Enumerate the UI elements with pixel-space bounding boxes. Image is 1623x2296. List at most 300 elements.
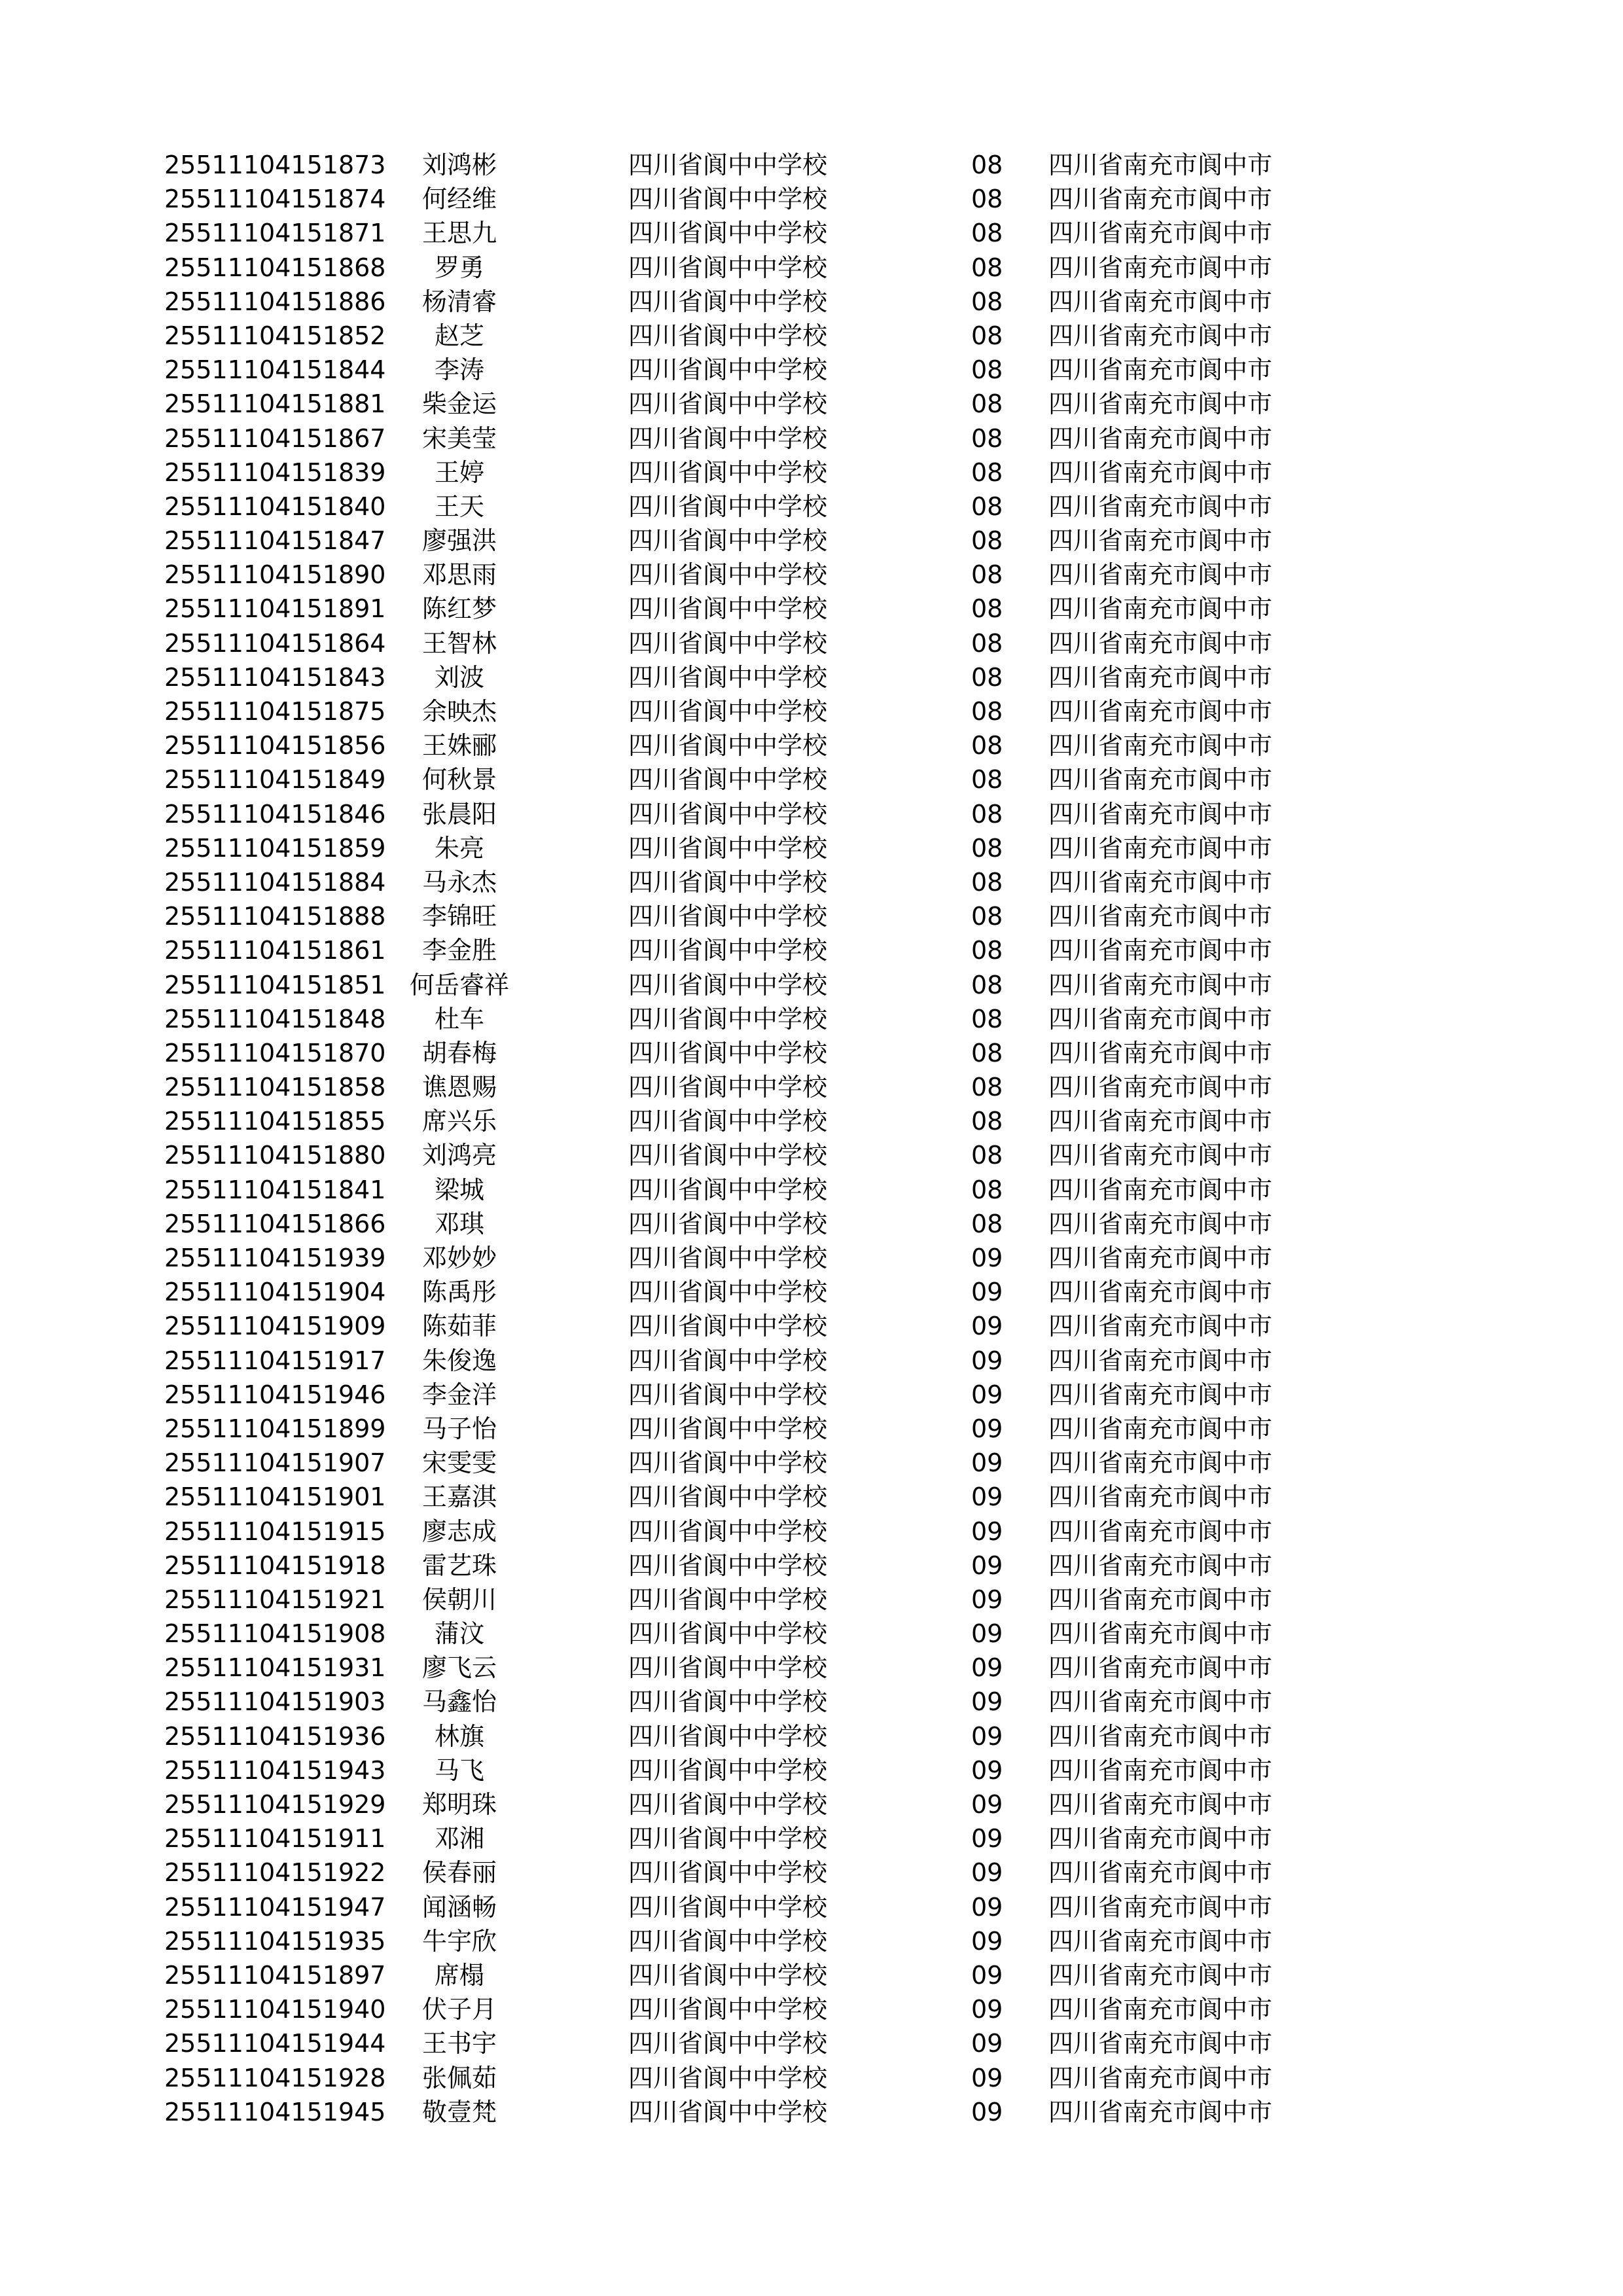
region-cell: 四川省南充市阆中市 (1048, 1346, 1273, 1375)
school-cell: 四川省阆中中学校 (628, 765, 828, 795)
exam-id-cell: 25511104151864 (164, 628, 386, 658)
exam-id-cell: 25511104151922 (164, 1858, 386, 1888)
class-number-cell: 09 (971, 1892, 1003, 1922)
exam-id-cell: 25511104151880 (164, 1141, 386, 1170)
class-number-cell: 08 (971, 936, 1003, 965)
exam-id-cell: 25511104151852 (164, 321, 386, 350)
exam-id-cell: 25511104151859 (164, 833, 386, 863)
student-name-cell: 陈茹菲 (421, 1312, 497, 1341)
school-cell: 四川省阆中中学校 (628, 2097, 828, 2126)
region-cell: 四川省南充市阆中市 (1048, 253, 1273, 282)
school-cell: 四川省阆中中学校 (628, 1926, 828, 1956)
student-name-cell: 陈禹彤 (421, 1278, 497, 1307)
table-row (0, 1207, 1623, 1241)
school-cell: 四川省阆中中学校 (628, 355, 828, 385)
student-name-cell: 林旗 (434, 1721, 484, 1751)
region-cell: 四川省南充市阆中市 (1048, 1960, 1273, 1990)
class-number-cell: 09 (971, 1721, 1003, 1751)
region-cell: 四川省南充市阆中市 (1048, 936, 1273, 965)
school-cell: 四川省阆中中学校 (628, 389, 828, 419)
school-cell: 四川省阆中中学校 (628, 1721, 828, 1751)
student-name-cell: 何岳睿祥 (409, 970, 509, 999)
table-row (0, 1753, 1623, 1787)
student-name-cell: 邓妙妙 (421, 1244, 497, 1272)
school-cell: 四川省阆中中学校 (628, 594, 828, 624)
student-name-cell: 廖志成 (421, 1516, 497, 1546)
class-number-cell: 09 (971, 1687, 1003, 1717)
class-number-cell: 08 (971, 457, 1003, 487)
school-cell: 四川省阆中中学校 (628, 662, 828, 692)
student-name-cell: 侯春丽 (421, 1858, 497, 1888)
table-row (0, 626, 1623, 660)
school-cell: 四川省阆中中学校 (628, 902, 828, 931)
region-cell: 四川省南充市阆中市 (1048, 1755, 1273, 1785)
table-row (0, 1515, 1623, 1549)
exam-id-cell: 25511104151839 (164, 457, 386, 487)
exam-id-cell: 25511104151855 (164, 1107, 386, 1136)
exam-id-cell: 25511104151866 (164, 1209, 386, 1238)
exam-id-cell: 25511104151918 (164, 1551, 386, 1580)
class-number-cell: 08 (971, 1209, 1003, 1238)
class-number-cell: 08 (971, 185, 1003, 214)
class-number-cell: 09 (971, 2029, 1003, 2058)
table-row (0, 524, 1623, 558)
region-cell: 四川省南充市阆中市 (1048, 1858, 1273, 1888)
region-cell: 四川省南充市阆中市 (1048, 902, 1273, 931)
school-cell: 四川省阆中中学校 (628, 219, 828, 248)
student-name-cell: 朱俊逸 (421, 1346, 497, 1375)
table-row (0, 1070, 1623, 1104)
student-name-cell: 邓琪 (434, 1209, 484, 1238)
class-number-cell: 08 (971, 253, 1003, 282)
school-cell: 四川省阆中中学校 (628, 1107, 828, 1136)
student-name-cell: 朱亮 (434, 833, 484, 863)
school-cell: 四川省阆中中学校 (628, 492, 828, 521)
region-cell: 四川省南充市阆中市 (1048, 765, 1273, 795)
school-cell: 四川省阆中中学校 (628, 1346, 828, 1375)
class-number-cell: 08 (971, 389, 1003, 419)
student-name-cell: 王天 (434, 492, 484, 521)
class-number-cell: 08 (971, 867, 1003, 897)
exam-id-cell: 25511104151841 (164, 1175, 386, 1204)
exam-id-cell: 25511104151909 (164, 1312, 386, 1341)
table-row (0, 728, 1623, 762)
table-row (0, 1651, 1623, 1685)
exam-id-cell: 25511104151868 (164, 253, 386, 282)
student-name-cell: 蒲汶 (434, 1619, 484, 1649)
table-row (0, 1036, 1623, 1070)
exam-id-cell: 25511104151851 (164, 970, 386, 999)
class-number-cell: 08 (971, 765, 1003, 795)
student-name-cell: 侯朝川 (421, 1585, 497, 1614)
school-cell: 四川省阆中中学校 (628, 253, 828, 282)
region-cell: 四川省南充市阆中市 (1048, 560, 1273, 590)
table-row (0, 558, 1623, 592)
region-cell: 四川省南充市阆中市 (1048, 1790, 1273, 1819)
student-name-cell: 陈红梦 (421, 594, 497, 624)
region-cell: 四川省南充市阆中市 (1048, 799, 1273, 829)
exam-id-cell: 25511104151911 (164, 1824, 386, 1854)
class-number-cell: 08 (971, 321, 1003, 350)
table-row (0, 1002, 1623, 1036)
school-cell: 四川省阆中中学校 (628, 287, 828, 316)
exam-id-cell: 25511104151848 (164, 1004, 386, 1033)
region-cell: 四川省南充市阆中市 (1048, 492, 1273, 521)
student-name-cell: 李涛 (434, 355, 484, 385)
student-name-cell: 张佩茹 (421, 2063, 497, 2092)
table-row (0, 797, 1623, 831)
student-name-cell: 何秋景 (421, 765, 497, 795)
exam-id-cell: 25511104151901 (164, 1482, 386, 1512)
exam-id-cell: 25511104151917 (164, 1346, 386, 1375)
region-cell: 四川省南充市阆中市 (1048, 1926, 1273, 1956)
class-number-cell: 09 (971, 1482, 1003, 1512)
student-name-cell: 马永杰 (421, 867, 497, 897)
region-cell: 四川省南充市阆中市 (1048, 321, 1273, 350)
student-name-cell: 闻涵畅 (421, 1892, 497, 1922)
school-cell: 四川省阆中中学校 (628, 457, 828, 487)
region-cell: 四川省南充市阆中市 (1048, 1073, 1273, 1102)
exam-id-cell: 25511104151928 (164, 2063, 386, 2092)
class-number-cell: 09 (971, 2097, 1003, 2126)
school-cell: 四川省阆中中学校 (628, 970, 828, 999)
exam-id-cell: 25511104151873 (164, 151, 386, 179)
exam-id-cell: 25511104151871 (164, 219, 386, 248)
class-number-cell: 09 (971, 1380, 1003, 1409)
region-cell: 四川省南充市阆中市 (1048, 1414, 1273, 1443)
student-name-cell: 张晨阳 (421, 799, 497, 829)
table-row (0, 1275, 1623, 1309)
table-row (0, 899, 1623, 933)
table-row (0, 319, 1623, 353)
school-cell: 四川省阆中中学校 (628, 833, 828, 863)
school-cell: 四川省阆中中学校 (628, 526, 828, 556)
exam-id-cell: 25511104151943 (164, 1755, 386, 1785)
exam-id-cell: 25511104151890 (164, 560, 386, 590)
exam-id-cell: 25511104151888 (164, 902, 386, 931)
region-cell: 四川省南充市阆中市 (1048, 389, 1273, 419)
table-row (0, 1685, 1623, 1719)
student-name-cell: 王书宇 (421, 2029, 497, 2058)
region-cell: 四川省南充市阆中市 (1048, 594, 1273, 624)
student-name-cell: 李锦旺 (421, 902, 497, 931)
school-cell: 四川省阆中中学校 (628, 1448, 828, 1478)
table-row (0, 1821, 1623, 1856)
exam-id-cell: 25511104151945 (164, 2097, 386, 2126)
school-cell: 四川省阆中中学校 (628, 2029, 828, 2058)
class-number-cell: 08 (971, 1141, 1003, 1170)
exam-id-cell: 25511104151907 (164, 1448, 386, 1478)
class-number-cell: 09 (971, 1653, 1003, 1683)
region-cell: 四川省南充市阆中市 (1048, 151, 1273, 179)
table-row (0, 1309, 1623, 1343)
table-row (0, 1924, 1623, 1958)
class-number-cell: 09 (971, 1551, 1003, 1580)
class-number-cell: 09 (971, 2063, 1003, 2092)
class-number-cell: 08 (971, 423, 1003, 453)
class-number-cell: 08 (971, 970, 1003, 999)
region-cell: 四川省南充市阆中市 (1048, 457, 1273, 487)
table-row (0, 1241, 1623, 1275)
region-cell: 四川省南充市阆中市 (1048, 662, 1273, 692)
class-number-cell: 09 (971, 1858, 1003, 1888)
school-cell: 四川省阆中中学校 (628, 2063, 828, 2092)
school-cell: 四川省阆中中学校 (628, 1038, 828, 1067)
school-cell: 四川省阆中中学校 (628, 1653, 828, 1683)
table-row (0, 2061, 1623, 2095)
exam-id-cell: 25511104151874 (164, 185, 386, 214)
exam-id-cell: 25511104151935 (164, 1926, 386, 1956)
exam-id-cell: 25511104151929 (164, 1790, 386, 1819)
table-row (0, 216, 1623, 250)
region-cell: 四川省南充市阆中市 (1048, 1209, 1273, 1238)
student-name-cell: 席榻 (434, 1960, 484, 1990)
student-name-cell: 郑明珠 (421, 1790, 497, 1819)
class-number-cell: 09 (971, 1619, 1003, 1649)
school-cell: 四川省阆中中学校 (628, 1073, 828, 1102)
exam-id-cell: 25511104151875 (164, 697, 386, 726)
class-number-cell: 08 (971, 594, 1003, 624)
table-row (0, 592, 1623, 626)
school-cell: 四川省阆中中学校 (628, 867, 828, 897)
school-cell: 四川省阆中中学校 (628, 185, 828, 214)
table-row (0, 456, 1623, 490)
table-row (0, 2026, 1623, 2060)
class-number-cell: 08 (971, 355, 1003, 385)
exam-id-cell: 25511104151946 (164, 1380, 386, 1409)
table-row (0, 1173, 1623, 1207)
class-number-cell: 08 (971, 219, 1003, 248)
region-cell: 四川省南充市阆中市 (1048, 526, 1273, 556)
student-name-cell: 柴金运 (421, 389, 497, 419)
class-number-cell: 09 (971, 1346, 1003, 1375)
region-cell: 四川省南充市阆中市 (1048, 219, 1273, 248)
table-row (0, 285, 1623, 319)
table-row (0, 1344, 1623, 1378)
school-cell: 四川省阆中中学校 (628, 1209, 828, 1238)
school-cell: 四川省阆中中学校 (628, 1790, 828, 1819)
exam-id-cell: 25511104151840 (164, 492, 386, 521)
school-cell: 四川省阆中中学校 (628, 1141, 828, 1170)
table-row (0, 387, 1623, 421)
school-cell: 四川省阆中中学校 (628, 321, 828, 350)
school-cell: 四川省阆中中学校 (628, 560, 828, 590)
school-cell: 四川省阆中中学校 (628, 799, 828, 829)
exam-id-cell: 25511104151861 (164, 936, 386, 965)
table-row (0, 660, 1623, 694)
student-name-cell: 廖飞云 (421, 1653, 497, 1683)
school-cell: 四川省阆中中学校 (628, 1892, 828, 1922)
school-cell: 四川省阆中中学校 (628, 1960, 828, 1990)
student-name-cell: 杜车 (434, 1004, 484, 1033)
region-cell: 四川省南充市阆中市 (1048, 1516, 1273, 1546)
class-number-cell: 09 (971, 1926, 1003, 1956)
table-row (0, 1787, 1623, 1821)
table-row (0, 968, 1623, 1002)
class-number-cell: 08 (971, 833, 1003, 863)
table-row (0, 1446, 1623, 1480)
student-name-cell: 胡春梅 (421, 1038, 497, 1067)
class-number-cell: 08 (971, 1004, 1003, 1033)
student-name-cell: 王姝郦 (421, 731, 497, 761)
exam-id-cell: 25511104151908 (164, 1619, 386, 1649)
school-cell: 四川省阆中中学校 (628, 936, 828, 965)
table-row (0, 933, 1623, 967)
class-number-cell: 09 (971, 1790, 1003, 1819)
region-cell: 四川省南充市阆中市 (1048, 185, 1273, 214)
region-cell: 四川省南充市阆中市 (1048, 1585, 1273, 1614)
exam-id-cell: 25511104151886 (164, 287, 386, 316)
student-name-cell: 雷艺珠 (421, 1551, 497, 1580)
exam-id-cell: 25511104151870 (164, 1038, 386, 1067)
class-number-cell: 08 (971, 526, 1003, 556)
school-cell: 四川省阆中中学校 (628, 1004, 828, 1033)
class-number-cell: 09 (971, 1585, 1003, 1614)
class-number-cell: 09 (971, 1824, 1003, 1854)
table-row (0, 1958, 1623, 1992)
exam-id-cell: 25511104151856 (164, 731, 386, 761)
school-cell: 四川省阆中中学校 (628, 1858, 828, 1888)
region-cell: 四川省南充市阆中市 (1048, 1619, 1273, 1649)
region-cell: 四川省南充市阆中市 (1048, 1141, 1273, 1170)
class-number-cell: 09 (971, 1278, 1003, 1307)
school-cell: 四川省阆中中学校 (628, 1585, 828, 1614)
school-cell: 四川省阆中中学校 (628, 1619, 828, 1649)
class-number-cell: 08 (971, 560, 1003, 590)
student-name-cell: 宋雯雯 (421, 1448, 497, 1478)
school-cell: 四川省阆中中学校 (628, 1687, 828, 1717)
class-number-cell: 08 (971, 731, 1003, 761)
student-name-cell: 李金胜 (421, 936, 497, 965)
student-name-cell: 何经维 (421, 185, 497, 214)
region-cell: 四川省南充市阆中市 (1048, 867, 1273, 897)
region-cell: 四川省南充市阆中市 (1048, 697, 1273, 726)
region-cell: 四川省南充市阆中市 (1048, 1038, 1273, 1067)
region-cell: 四川省南充市阆中市 (1048, 2097, 1273, 2126)
student-name-cell: 王婷 (434, 457, 484, 487)
student-name-cell: 席兴乐 (421, 1107, 497, 1136)
school-cell: 四川省阆中中学校 (628, 628, 828, 658)
class-number-cell: 09 (971, 1755, 1003, 1785)
exam-id-cell: 25511104151944 (164, 2029, 386, 2058)
region-cell: 四川省南充市阆中市 (1048, 1278, 1273, 1307)
class-number-cell: 08 (971, 287, 1003, 316)
table-row (0, 1719, 1623, 1753)
class-number-cell: 09 (971, 1448, 1003, 1478)
region-cell: 四川省南充市阆中市 (1048, 1380, 1273, 1409)
class-number-cell: 08 (971, 799, 1003, 829)
region-cell: 四川省南充市阆中市 (1048, 1107, 1273, 1136)
table-row (0, 1549, 1623, 1583)
exam-id-cell: 25511104151849 (164, 765, 386, 795)
exam-id-cell: 25511104151899 (164, 1414, 386, 1443)
school-cell: 四川省阆中中学校 (628, 1995, 828, 2024)
exam-id-cell: 25511104151939 (164, 1244, 386, 1272)
class-number-cell: 09 (971, 1995, 1003, 2024)
region-cell: 四川省南充市阆中市 (1048, 2029, 1273, 2058)
class-number-cell: 08 (971, 697, 1003, 726)
exam-id-cell: 25511104151936 (164, 1721, 386, 1751)
class-number-cell: 09 (971, 1516, 1003, 1546)
table-row (0, 1583, 1623, 1617)
exam-id-cell: 25511104151903 (164, 1687, 386, 1717)
exam-id-cell: 25511104151846 (164, 799, 386, 829)
school-cell: 四川省阆中中学校 (628, 731, 828, 761)
class-number-cell: 08 (971, 902, 1003, 931)
class-number-cell: 09 (971, 1244, 1003, 1272)
school-cell: 四川省阆中中学校 (628, 697, 828, 726)
student-name-cell: 刘鸿亮 (421, 1141, 497, 1170)
table-row (0, 1856, 1623, 1890)
region-cell: 四川省南充市阆中市 (1048, 1721, 1273, 1751)
table-row (0, 1617, 1623, 1651)
school-cell: 四川省阆中中学校 (628, 1824, 828, 1854)
table-row (0, 762, 1623, 797)
student-name-cell: 罗勇 (434, 253, 484, 282)
class-number-cell: 08 (971, 492, 1003, 521)
region-cell: 四川省南充市阆中市 (1048, 833, 1273, 863)
student-name-cell: 刘鸿彬 (421, 151, 497, 179)
exam-id-cell: 25511104151931 (164, 1653, 386, 1683)
table-row (0, 1378, 1623, 1412)
student-name-cell: 谯恩赐 (421, 1073, 497, 1102)
exam-id-cell: 25511104151847 (164, 526, 386, 556)
region-cell: 四川省南充市阆中市 (1048, 1175, 1273, 1204)
class-number-cell: 08 (971, 1038, 1003, 1067)
school-cell: 四川省阆中中学校 (628, 151, 828, 179)
class-number-cell: 08 (971, 1073, 1003, 1102)
exam-id-cell: 25511104151858 (164, 1073, 386, 1102)
table-row (0, 1890, 1623, 1924)
exam-id-cell: 25511104151844 (164, 355, 386, 385)
student-name-cell: 伏子月 (421, 1995, 497, 2024)
table-row (0, 1138, 1623, 1172)
table-row (0, 182, 1623, 216)
exam-id-cell: 25511104151843 (164, 662, 386, 692)
region-cell: 四川省南充市阆中市 (1048, 1482, 1273, 1512)
school-cell: 四川省阆中中学校 (628, 423, 828, 453)
student-name-cell: 邓思雨 (421, 560, 497, 590)
exam-id-cell: 25511104151940 (164, 1995, 386, 2024)
school-cell: 四川省阆中中学校 (628, 1278, 828, 1307)
table-row (0, 251, 1623, 285)
class-number-cell: 09 (971, 1414, 1003, 1443)
school-cell: 四川省阆中中学校 (628, 1312, 828, 1341)
table-row (0, 422, 1623, 456)
student-name-cell: 王智林 (421, 628, 497, 658)
exam-id-cell: 25511104151897 (164, 1960, 386, 1990)
region-cell: 四川省南充市阆中市 (1048, 970, 1273, 999)
table-row (0, 831, 1623, 865)
table-row (0, 2095, 1623, 2129)
school-cell: 四川省阆中中学校 (628, 1244, 828, 1272)
table-row (0, 865, 1623, 899)
exam-id-cell: 25511104151891 (164, 594, 386, 624)
region-cell: 四川省南充市阆中市 (1048, 1004, 1273, 1033)
student-name-cell: 马飞 (434, 1755, 484, 1785)
student-name-cell: 牛宇欣 (421, 1926, 497, 1956)
region-cell: 四川省南充市阆中市 (1048, 2063, 1273, 2092)
region-cell: 四川省南充市阆中市 (1048, 423, 1273, 453)
table-row (0, 1992, 1623, 2026)
region-cell: 四川省南充市阆中市 (1048, 1244, 1273, 1272)
table-row (0, 1104, 1623, 1138)
exam-id-cell: 25511104151884 (164, 867, 386, 897)
region-cell: 四川省南充市阆中市 (1048, 1687, 1273, 1717)
class-number-cell: 08 (971, 628, 1003, 658)
region-cell: 四川省南充市阆中市 (1048, 287, 1273, 316)
student-name-cell: 刘波 (434, 662, 484, 692)
